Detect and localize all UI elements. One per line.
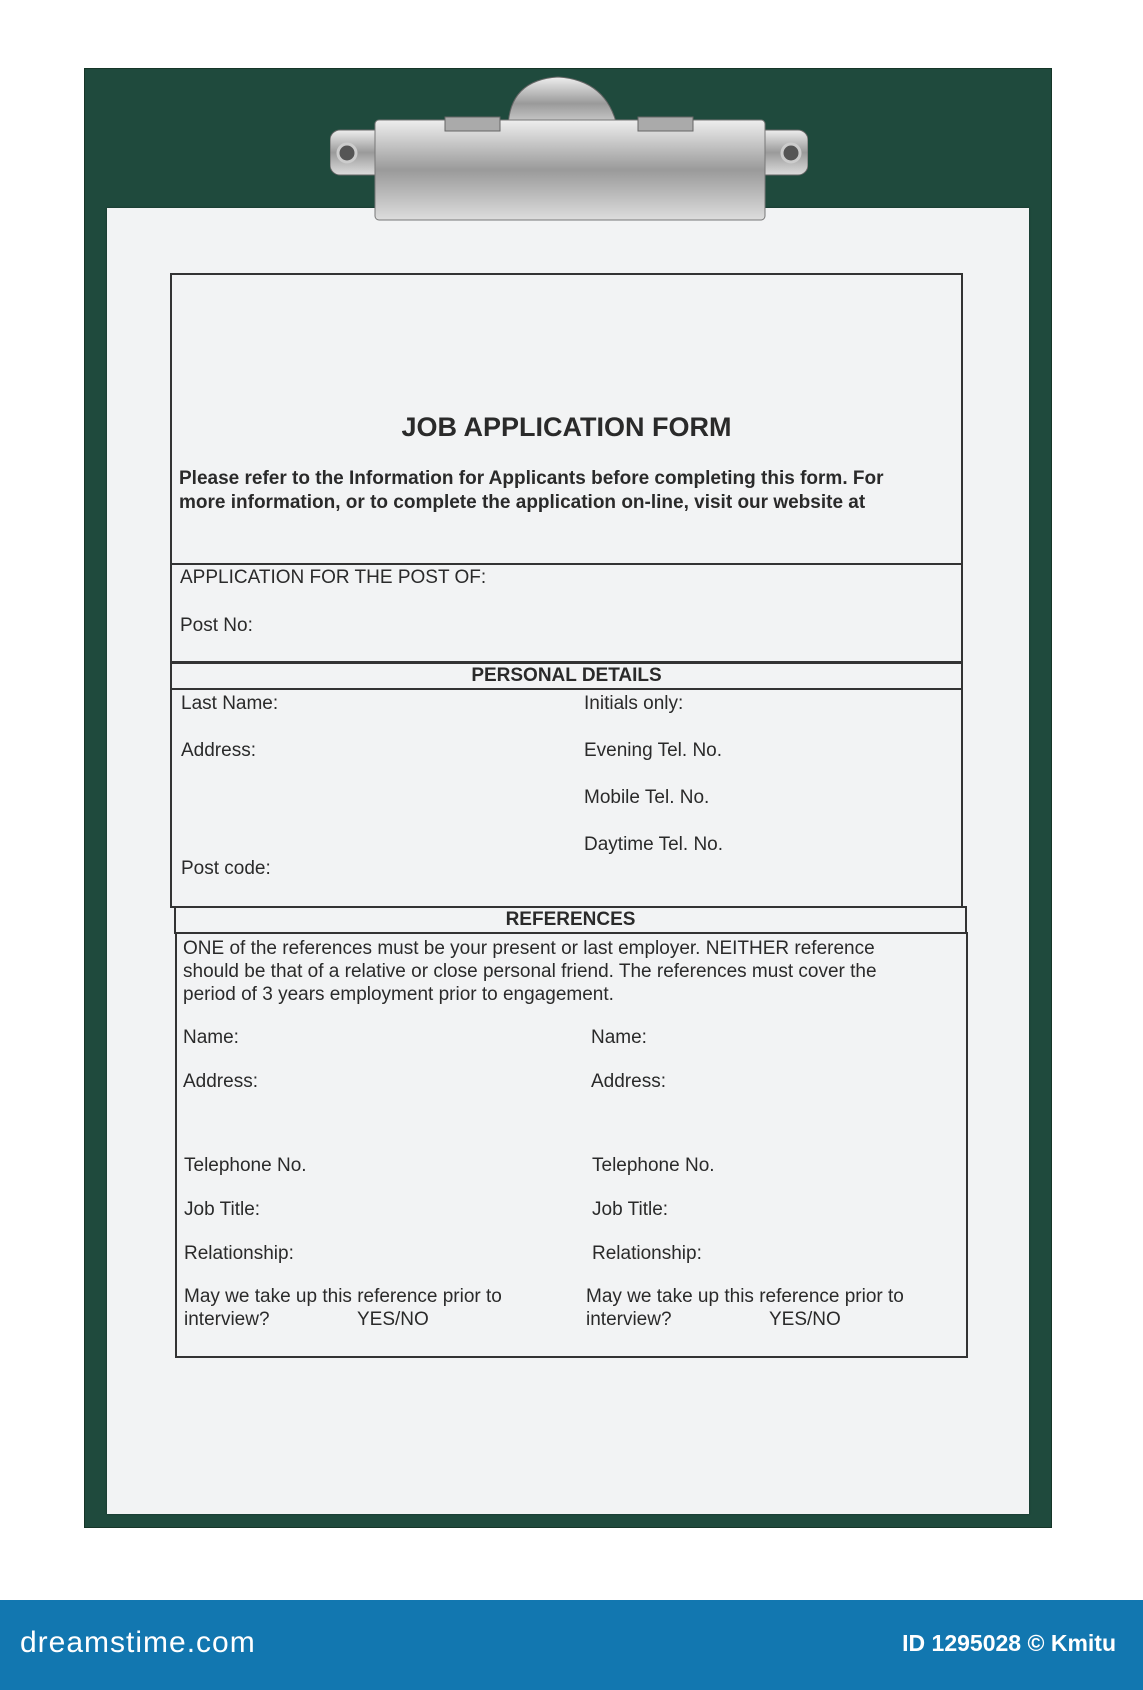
references-note: ONE of the references must be your present or last employer. NEITHER reference [183,938,875,959]
post-code-label: Post code: [181,858,271,879]
form-title: JOB APPLICATION FORM [401,412,732,442]
ref1-job-title-label: Job Title: [184,1199,261,1220]
ref2-yes-no: YES/NO [769,1309,841,1330]
footer-bar [0,1600,1143,1690]
evening-tel-label: Evening Tel. No. [584,740,723,761]
references-note: should be that of a relative or close personal friend. The references must cover the [183,961,877,982]
references-header: REFERENCES [174,906,967,934]
ref1-telephone-label: Telephone No. [184,1155,307,1176]
last-name-label: Last Name: [181,693,279,714]
address-label: Address: [181,740,256,761]
ref2-interview-label: interview? [586,1309,672,1330]
ref1-address-label: Address: [183,1071,258,1092]
ref1-relationship-label: Relationship: [184,1243,294,1264]
initials-label: Initials only: [584,693,684,714]
ref2-may-we-label: May we take up this reference prior to [586,1286,904,1307]
clipboard-clip [330,75,808,225]
ref2-job-title-label: Job Title: [592,1199,669,1220]
post-of-label: APPLICATION FOR THE POST OF: [180,567,487,588]
ref1-name-label: Name: [183,1027,239,1048]
intro-text: more information, or to complete the application on-line, visit our website at [179,492,866,513]
intro-text: Please refer to the Information for Applicants before completing this form. For [179,468,884,489]
references-note: period of 3 years employment prior to engagement. [183,984,614,1005]
ref2-address-label: Address: [591,1071,666,1092]
image-id-credit: ID 1295028 © Kmitu [902,1630,1116,1656]
ref1-yes-no: YES/NO [357,1309,429,1330]
ref1-may-we-label: May we take up this reference prior to [184,1286,502,1307]
ref2-telephone-label: Telephone No. [592,1155,715,1176]
ref2-relationship-label: Relationship: [592,1243,702,1264]
post-no-label: Post No: [180,615,253,636]
dreamstime-logo[interactable]: dreamstime.com [20,1626,256,1659]
personal-section [170,688,963,908]
daytime-tel-label: Daytime Tel. No. [584,834,724,855]
ref1-interview-label: interview? [184,1309,270,1330]
personal-details-header: PERSONAL DETAILS [170,662,963,690]
ref2-name-label: Name: [591,1027,647,1048]
mobile-tel-label: Mobile Tel. No. [584,787,710,808]
